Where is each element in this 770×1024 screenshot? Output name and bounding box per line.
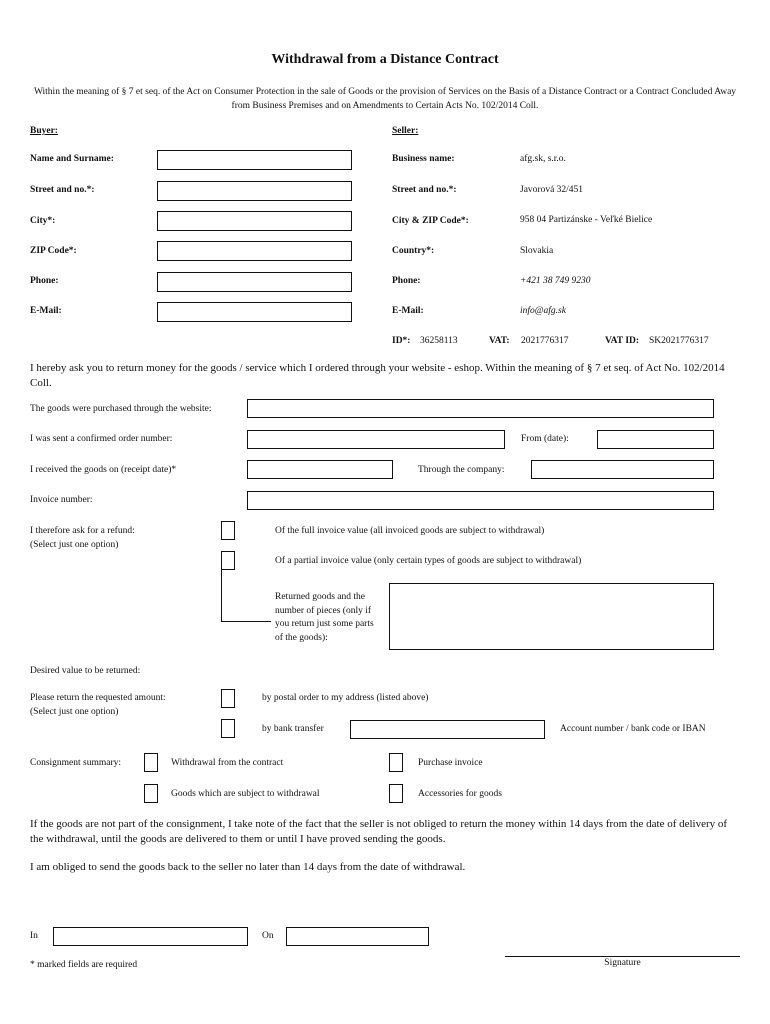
refund-full-checkbox[interactable]	[221, 521, 235, 540]
refund-partial-checkbox[interactable]	[221, 551, 235, 570]
buyer-street-label: Street and no.*:	[30, 185, 95, 195]
seller-heading: Seller:	[392, 126, 419, 136]
page-title: Withdrawal from a Distance Contract	[271, 52, 499, 67]
consignment-accessories-checkbox[interactable]	[389, 784, 403, 803]
required-fields-note: * marked fields are required	[30, 960, 138, 970]
seller-vatid-label: VAT ID:	[605, 336, 640, 346]
seller-email-label: E-Mail:	[392, 306, 424, 316]
from-date-label: From (date):	[521, 434, 569, 444]
buyer-zip-label: ZIP Code*:	[30, 246, 77, 256]
consignment-label: Consignment summary:	[30, 758, 122, 768]
seller-business-value: afg.sk, s.r.o.	[520, 154, 566, 164]
buyer-name-field[interactable]	[157, 150, 352, 170]
returned-goods-line: you return just some parts	[275, 619, 374, 629]
refund-partial-label: Of a partial invoice value (only certain types of goods are subject to withdrawal)	[275, 556, 582, 566]
place-field[interactable]	[53, 927, 248, 946]
return-method-label: Please return the requested amount:	[30, 693, 166, 703]
company-field[interactable]	[531, 460, 714, 479]
company-label: Through the company:	[418, 465, 505, 475]
received-date-field[interactable]	[247, 460, 393, 479]
seller-street-label: Street and no.*:	[392, 185, 457, 195]
seller-city-label: City & ZIP Code*:	[392, 216, 469, 226]
seller-phone-value: +421 38 749 9230	[520, 276, 591, 286]
from-date-field[interactable]	[597, 430, 714, 449]
seller-vat-label: VAT:	[489, 336, 510, 346]
signature-label: Signature	[604, 958, 641, 968]
seller-country-value: Slovakia	[520, 246, 554, 256]
buyer-name-label: Name and Surname:	[30, 154, 114, 164]
returned-goods-label	[275, 591, 374, 645]
returned-goods-field[interactable]	[389, 583, 714, 650]
account-number-field[interactable]	[350, 720, 545, 739]
seller-email-value: info@afg.sk	[520, 306, 566, 316]
connector-line-vertical	[221, 570, 222, 622]
returned-goods-line: of the goods):	[275, 632, 328, 643]
consignment-goods-label: Goods which are subject to withdrawal	[171, 789, 320, 799]
website-field[interactable]	[247, 399, 714, 418]
page-subtitle: Within the meaning of § 7 et seq. of the Act on Consumer Protection in the sale of Goods or the provision of Services on the Basis of a Distance Contract or a Contract Concluded Away from Business Premises and on Amendments to Certain Acts No. 102/2014 Coll.	[33, 87, 737, 111]
refund-full-label: Of the full invoice value (all invoiced goods are subject to withdrawal)	[275, 526, 545, 536]
consignment-invoice-label: Purchase invoice	[418, 758, 483, 768]
date-label: On	[262, 931, 274, 941]
buyer-phone-field[interactable]	[157, 272, 352, 292]
seller-phone-label: Phone:	[392, 276, 421, 286]
returned-goods-line: Returned goods and the	[275, 592, 365, 602]
buyer-city-field[interactable]	[157, 211, 352, 231]
date-field[interactable]	[286, 927, 429, 946]
buyer-email-label: E-Mail:	[30, 306, 62, 316]
postal-order-label: by postal order to my address (listed above)	[262, 693, 429, 703]
refund-label-hint: (Select just one option)	[30, 540, 119, 550]
consignment-withdrawal-label: Withdrawal from the contract	[171, 758, 284, 768]
refund-label: I therefore ask for a refund:	[30, 526, 135, 536]
seller-business-label: Business name:	[392, 154, 455, 164]
seller-vat-value: 2021776317	[521, 336, 569, 346]
place-label: In	[30, 931, 38, 941]
seller-vatid-value: SK2021776317	[649, 336, 709, 346]
buyer-email-field[interactable]	[157, 302, 352, 322]
order-number-field[interactable]	[247, 430, 505, 449]
consignment-invoice-checkbox[interactable]	[389, 753, 403, 772]
seller-street-value: Javorová 32/451	[520, 185, 584, 195]
connector-line-horizontal	[221, 621, 271, 622]
consignment-note: If the goods are not part of the consignment, I take note of the fact that the seller is not obliged to return the money within 14 days from the date of delivery of the withdrawal, until the goods are delivered to them or until I have proved sending the goods.	[30, 818, 728, 845]
consignment-accessories-label: Accessories for goods	[418, 789, 502, 799]
buyer-phone-label: Phone:	[30, 276, 59, 286]
bank-transfer-checkbox[interactable]	[221, 719, 235, 738]
order-number-label: I was sent a confirmed order number:	[30, 434, 173, 444]
request-text: I hereby ask you to return money for the goods / service which I ordered through your website - eshop. Within the meaning of § 7 et seq. of Act No. 102/2014 Coll.	[30, 362, 725, 389]
invoice-number-label: Invoice number:	[30, 495, 93, 505]
seller-city-value: 958 04 Partizánske - Veľké Bielice	[520, 215, 653, 225]
invoice-number-field[interactable]	[247, 491, 714, 510]
buyer-street-field[interactable]	[157, 181, 352, 201]
buyer-zip-field[interactable]	[157, 241, 352, 261]
account-number-label: Account number / bank code or IBAN	[560, 724, 706, 734]
consignment-goods-checkbox[interactable]	[144, 784, 158, 803]
website-label: The goods were purchased through the website:	[30, 404, 212, 414]
received-date-label: I received the goods on (receipt date)*	[30, 465, 177, 475]
returned-goods-line: number of pieces (only if	[275, 605, 372, 616]
buyer-heading: Buyer:	[30, 126, 58, 136]
seller-id-label: ID*:	[392, 336, 411, 346]
postal-order-checkbox[interactable]	[221, 689, 235, 708]
buyer-city-label: City*:	[30, 216, 56, 226]
seller-id-value: 36258113	[420, 336, 458, 346]
seller-country-label: Country*:	[392, 246, 435, 256]
consignment-withdrawal-checkbox[interactable]	[144, 753, 158, 772]
desired-value-label: Desired value to be returned:	[30, 666, 141, 676]
bank-transfer-label: by bank transfer	[262, 724, 324, 734]
return-method-hint: (Select just one option)	[30, 707, 119, 717]
return-deadline-note: I am obliged to send the goods back to the seller no later than 14 days from the date of withdrawal.	[30, 861, 466, 873]
